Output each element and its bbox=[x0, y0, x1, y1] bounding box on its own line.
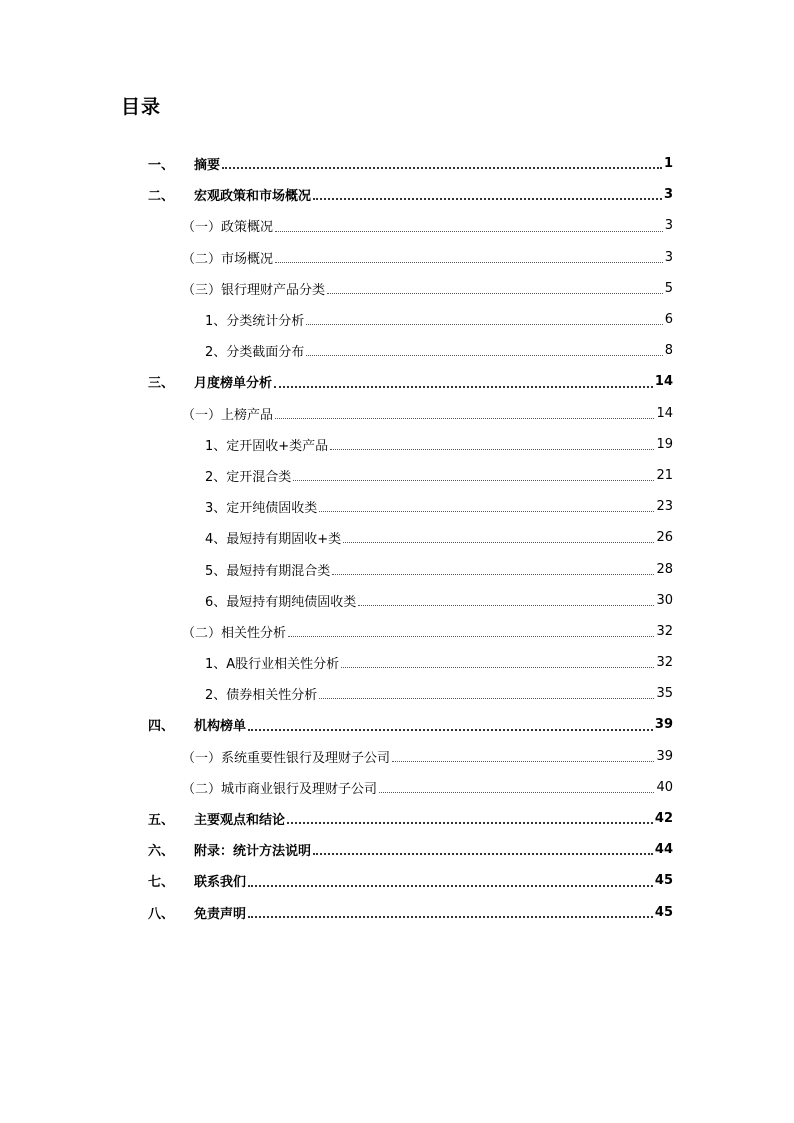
toc-entry-page: 42 bbox=[654, 811, 673, 827]
toc-entry-page: 1 bbox=[663, 156, 673, 172]
toc-leader-dots bbox=[313, 197, 662, 200]
toc-entry-page: 26 bbox=[656, 530, 673, 546]
toc-entry-page: 3 bbox=[663, 187, 673, 203]
toc-entry[interactable] bbox=[148, 460, 673, 491]
toc-entry[interactable] bbox=[148, 553, 673, 584]
toc-entry[interactable] bbox=[148, 335, 673, 366]
toc-entry[interactable] bbox=[148, 273, 673, 304]
toc-leader-dots bbox=[248, 884, 653, 887]
toc-entry[interactable] bbox=[148, 179, 673, 210]
toc-entry-label: 附录：统计方法说明 bbox=[194, 844, 312, 860]
toc-entry-page: 44 bbox=[654, 842, 673, 858]
toc-entry-page: 32 bbox=[656, 623, 673, 639]
toc-entry-number: 六、 bbox=[148, 844, 175, 860]
toc-entry[interactable] bbox=[148, 522, 673, 553]
toc-entry-page: 5 bbox=[664, 280, 673, 296]
toc-entry-page: 30 bbox=[656, 592, 673, 608]
toc-entry-page: 39 bbox=[656, 748, 673, 764]
toc-entry-number: 三、 bbox=[148, 376, 175, 392]
toc-entry-label: 1、分类统计分析 bbox=[205, 314, 305, 330]
toc-leader-dots bbox=[343, 541, 654, 543]
toc-leader-dots bbox=[288, 635, 654, 637]
toc-entry[interactable] bbox=[148, 148, 673, 179]
toc-leader-dots bbox=[330, 448, 654, 450]
toc-entry-number: 四、 bbox=[148, 719, 175, 735]
toc-leader-dots bbox=[319, 510, 654, 512]
toc-entry-label: 月度榜单分析 bbox=[194, 376, 273, 392]
toc-entry-label: 6、最短持有期纯债固收类 bbox=[205, 594, 357, 610]
toc-entry-label: （一）系统重要性银行及理财子公司 bbox=[182, 750, 391, 766]
toc-leader-dots bbox=[341, 666, 654, 668]
toc-leader-dots bbox=[222, 166, 662, 169]
toc-entry-page: 39 bbox=[654, 717, 673, 733]
toc-entry-label: 摘要 bbox=[194, 158, 221, 174]
toc-entry-page: 6 bbox=[664, 312, 673, 328]
toc-entry-label: 3、定开纯债固收类 bbox=[205, 501, 318, 517]
toc-entry[interactable] bbox=[148, 366, 673, 397]
toc-entry-label: 联系我们 bbox=[194, 875, 247, 891]
toc-entry-number: 一、 bbox=[148, 158, 175, 174]
toc-leader-dots bbox=[293, 479, 654, 481]
toc-leader-dots bbox=[313, 852, 653, 855]
toc-entry[interactable] bbox=[148, 897, 673, 928]
toc-entry[interactable] bbox=[148, 709, 673, 740]
toc-leader-dots bbox=[319, 697, 654, 699]
toc-entry-page: 21 bbox=[656, 467, 673, 483]
toc-entry-label: 1、A股行业相关性分析 bbox=[205, 657, 340, 673]
toc-leader-dots bbox=[358, 604, 654, 606]
toc-leader-dots bbox=[392, 760, 654, 762]
toc-entry-label: 4、最短持有期固收+类 bbox=[205, 532, 342, 548]
toc-entry-number: 二、 bbox=[148, 189, 175, 205]
toc-entry[interactable] bbox=[148, 741, 673, 772]
toc-entry-number: 五、 bbox=[148, 813, 175, 829]
toc-entry[interactable] bbox=[148, 647, 673, 678]
toc-entry-page: 35 bbox=[656, 686, 673, 702]
toc-entry[interactable] bbox=[148, 210, 673, 241]
toc-entry-label: 2、定开混合类 bbox=[205, 469, 292, 485]
toc-entry-label: 2、分类截面分布 bbox=[205, 345, 305, 361]
toc-entry-page: 45 bbox=[654, 873, 673, 889]
toc-entry-page: 19 bbox=[656, 436, 673, 452]
toc-entry-page: 3 bbox=[664, 249, 673, 265]
toc-entry[interactable] bbox=[148, 678, 673, 709]
toc-entry-label: （一）政策概况 bbox=[182, 220, 274, 236]
toc-entry-label: （一）上榜产品 bbox=[182, 407, 274, 423]
toc-entry[interactable] bbox=[148, 616, 673, 647]
toc-entry[interactable] bbox=[148, 398, 673, 429]
toc-entry-page: 14 bbox=[654, 374, 673, 390]
toc-leader-dots bbox=[274, 385, 653, 388]
toc-entry-label: 2、债券相关性分析 bbox=[205, 688, 318, 704]
toc-entry[interactable] bbox=[148, 834, 673, 865]
toc-entry[interactable] bbox=[148, 585, 673, 616]
toc-entry-page: 3 bbox=[664, 218, 673, 234]
toc-leader-dots bbox=[248, 915, 653, 918]
toc-entry-label: 机构榜单 bbox=[194, 719, 247, 735]
toc-entry-label: 主要观点和结论 bbox=[194, 813, 286, 829]
toc-entry-label: 5、最短持有期混合类 bbox=[205, 563, 331, 579]
toc-entry-label: 免责声明 bbox=[194, 906, 247, 922]
toc-leader-dots bbox=[379, 791, 654, 793]
toc-entry[interactable] bbox=[148, 304, 673, 335]
toc-entry-label: （二）市场概况 bbox=[182, 251, 274, 267]
toc-entry[interactable] bbox=[148, 803, 673, 834]
toc-entry[interactable] bbox=[148, 772, 673, 803]
toc-leader-dots bbox=[275, 417, 654, 419]
toc-entry[interactable] bbox=[148, 242, 673, 273]
toc-entry[interactable] bbox=[148, 865, 673, 896]
toc-entry-page: 8 bbox=[664, 343, 673, 359]
toc-entry-number: 八、 bbox=[148, 906, 175, 922]
toc-leader-dots bbox=[275, 230, 663, 232]
toc-entry-page: 32 bbox=[656, 655, 673, 671]
toc-entry-label: 1、定开固收+类产品 bbox=[205, 438, 329, 454]
toc-entry-label: 宏观政策和市场概况 bbox=[194, 189, 312, 205]
toc-entry-number: 七、 bbox=[148, 875, 175, 891]
toc-leader-dots bbox=[306, 323, 662, 325]
toc-entry-page: 14 bbox=[656, 405, 673, 421]
toc-leader-dots bbox=[306, 354, 662, 356]
toc-entry[interactable] bbox=[148, 491, 673, 522]
toc-leader-dots bbox=[327, 292, 663, 294]
toc-entry-page: 28 bbox=[656, 561, 673, 577]
toc-entry-page: 40 bbox=[656, 779, 673, 795]
toc-leader-dots bbox=[275, 261, 663, 263]
toc-leader-dots bbox=[332, 573, 654, 575]
toc-entry-label: （二）城市商业银行及理财子公司 bbox=[182, 781, 378, 797]
toc-entry-page: 45 bbox=[654, 904, 673, 920]
toc-leader-dots bbox=[248, 728, 653, 731]
toc-entry-label: （二）相关性分析 bbox=[182, 625, 287, 641]
toc-entry-page: 23 bbox=[656, 499, 673, 515]
toc-title: 目录 bbox=[121, 96, 162, 118]
toc-leader-dots bbox=[287, 821, 653, 824]
toc-entry[interactable] bbox=[148, 429, 673, 460]
toc-entry-label: （三）银行理财产品分类 bbox=[182, 282, 326, 298]
toc-list bbox=[148, 148, 673, 928]
